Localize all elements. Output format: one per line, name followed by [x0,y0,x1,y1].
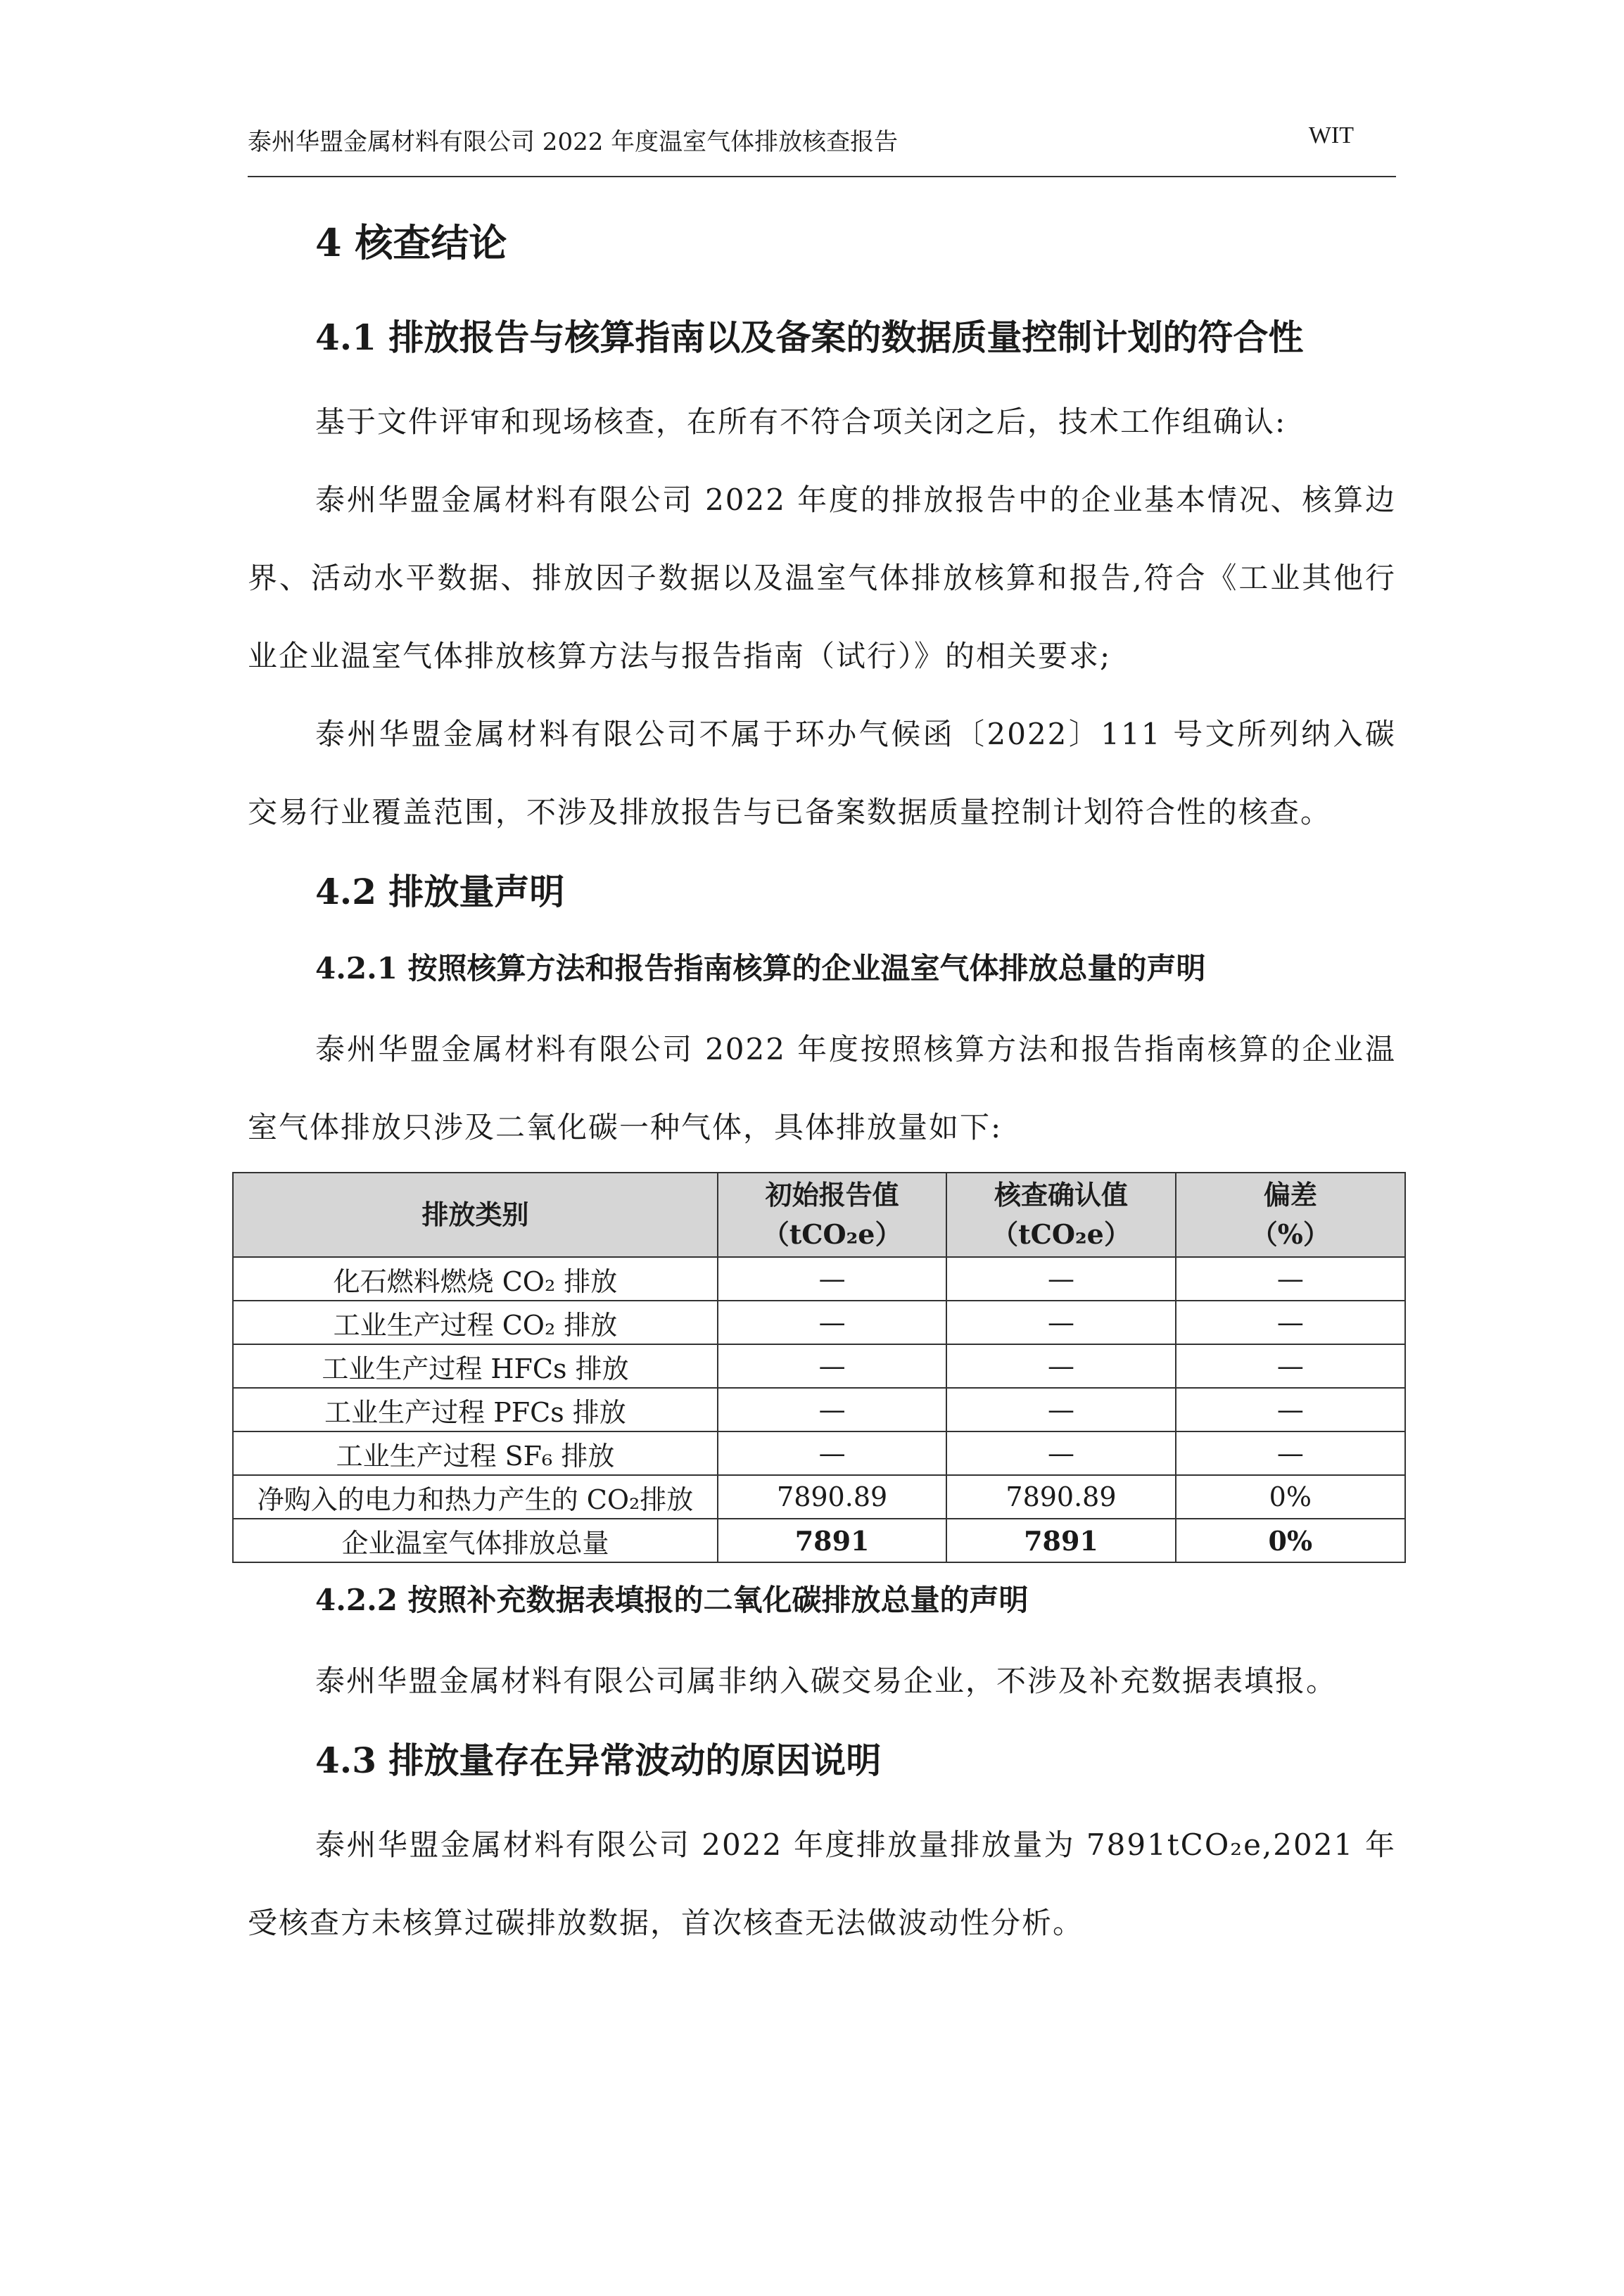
table-total-row [233,1519,1405,1562]
header-verified-value-unit: （tCO₂e） [991,1218,1131,1250]
table-row [233,1475,1405,1519]
table-cell: — [718,1388,946,1431]
table-row [233,1344,1405,1388]
table-cell: 7891 [718,1519,946,1562]
table-cell: 工业生产过程 CO₂ 排放 [233,1301,718,1344]
page-content [248,211,1396,1962]
table-cell: — [1176,1257,1405,1301]
section-4-1-paragraph-3: 泰州华盟金属材料有限公司不属于环办气候函〔2022〕111 号文所列纳入碳交易行业覆盖范围，不涉及排放报告与已备案数据质量控制计划符合性的核查。 [248,717,1396,829]
table-cell: — [718,1344,946,1388]
table-cell: 7891 [946,1519,1175,1562]
header-initial-value [718,1173,946,1257]
table-cell: — [1176,1344,1405,1388]
table-cell: 企业温室气体排放总量 [233,1519,718,1562]
table-cell: 工业生产过程 SF₆ 排放 [233,1431,718,1475]
table-cell: — [1176,1301,1405,1344]
section-4-3-paragraph: 泰州华盟金属材料有限公司 2022 年度排放量排放量为 7891tCO₂e,2021 年受核查方未核算过碳排放数据，首次核查无法做波动性分析。 [248,1828,1396,1940]
header-initial-value-unit: （tCO₂e） [762,1218,902,1250]
section-4-2-2-paragraph: 泰州华盟金属材料有限公司属非纳入碳交易企业，不涉及补充数据表填报。 [315,1664,1338,1698]
table-cell: — [718,1431,946,1475]
table-cell: — [946,1257,1175,1301]
header-org: WIT [1308,122,1354,148]
table-cell: — [1176,1431,1405,1475]
section-4-2-1-title: 4.2.1 按照核算方法和报告指南核算的企业温室气体排放总量的声明 [315,951,1206,986]
table-cell: — [718,1257,946,1301]
section-4-2-title: 4.2 排放量声明 [315,871,565,912]
table-cell: — [946,1388,1175,1431]
section-4-1-paragraph-2: 泰州华盟金属材料有限公司 2022 年度的排放报告中的企业基本情况、核算边界、活动水平数据、排放因子数据以及温室气体排放核算和报告,符合《工业其他行业企业温室气体排放核算方法与报告指南（试行）》的相关要求; [248,483,1396,673]
header-initial-value-label: 初始报告值 [765,1179,899,1211]
section-4-3-title: 4.3 排放量存在异常波动的原因说明 [315,1740,882,1781]
table-row [233,1301,1405,1344]
table-cell: — [946,1344,1175,1388]
table-row [233,1431,1405,1475]
table-row [233,1257,1405,1301]
header-verified-value-label: 核查确认值 [994,1179,1128,1211]
table-cell: 0% [1176,1475,1405,1519]
section-4-2-2-title: 4.2.2 按照补充数据表填报的二氧化碳排放总量的声明 [315,1583,1029,1617]
emissions-table [232,1172,1406,1563]
table-cell: 化石燃料燃烧 CO₂ 排放 [233,1257,718,1301]
table-cell: 7890.89 [718,1475,946,1519]
table-cell: — [718,1301,946,1344]
table-cell: 工业生产过程 PFCs 排放 [233,1388,718,1431]
header-deviation [1176,1173,1405,1257]
section-4-title: 4 核查结论 [315,220,507,265]
section-4-1-paragraph-1: 基于文件评审和现场核查，在所有不符合项关闭之后，技术工作组确认: [315,404,1287,439]
table-row [233,1388,1405,1431]
section-4-1-title: 4.1 排放报告与核算指南以及备案的数据质量控制计划的符合性 [315,317,1304,358]
header-title: 泰州华盟金属材料有限公司 2022 年度温室气体排放核查报告 [248,128,899,156]
table-cell: 工业生产过程 HFCs 排放 [233,1344,718,1388]
table-cell: 0% [1176,1519,1405,1562]
page-header [248,120,1396,177]
header-verified-value [946,1173,1175,1257]
header-category: 排放类别 [233,1173,718,1257]
table-cell: — [946,1301,1175,1344]
table-cell: — [1176,1388,1405,1431]
table-header-row [233,1173,1405,1257]
table-cell: 7890.89 [946,1475,1175,1519]
table-cell: 净购入的电力和热力产生的 CO₂排放 [233,1475,718,1519]
header-deviation-unit: （%） [1250,1218,1330,1250]
table-cell: — [946,1431,1175,1475]
section-4-2-1-paragraph: 泰州华盟金属材料有限公司 2022 年度按照核算方法和报告指南核算的企业温室气体排放只涉及二氧化碳一种气体，具体排放量如下: [248,1032,1396,1144]
header-deviation-label: 偏差 [1263,1179,1317,1211]
